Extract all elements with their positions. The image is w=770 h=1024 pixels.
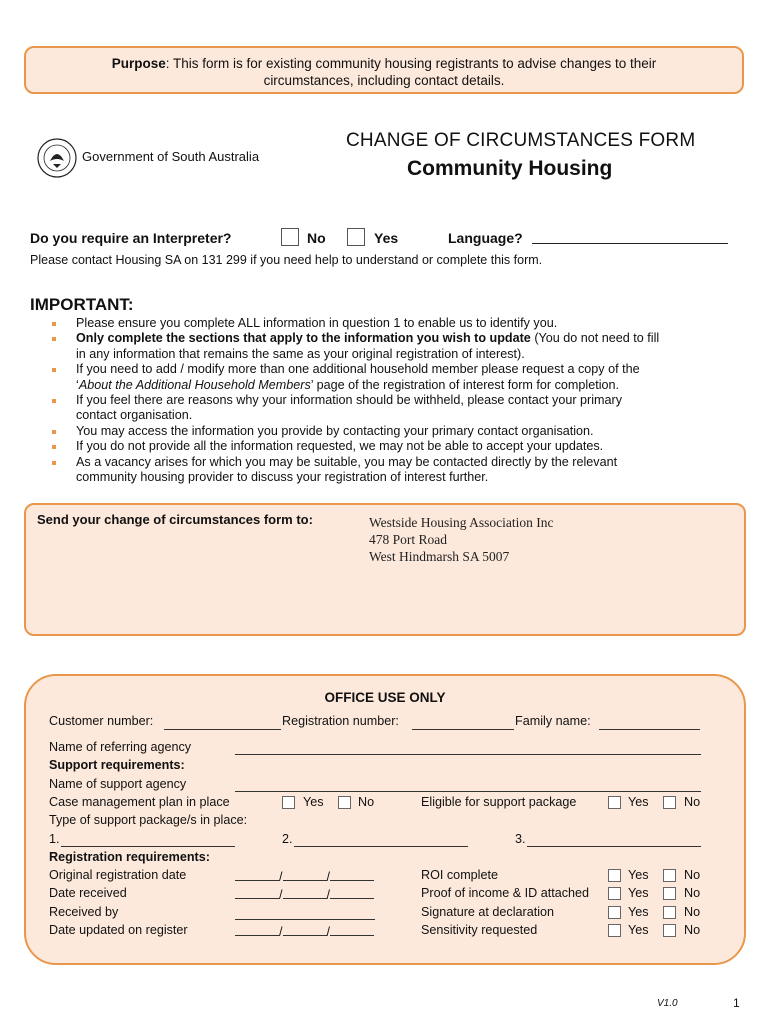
version-label: V1.0 (657, 998, 678, 1009)
package-2-field[interactable] (294, 834, 468, 847)
proof-yes-checkbox[interactable] (608, 887, 621, 900)
form-subtitle: Community Housing (407, 157, 613, 180)
customer-number-field[interactable] (164, 717, 281, 730)
received-by-field[interactable] (235, 907, 375, 920)
important-list (52, 316, 742, 485)
list-item: You may access the information you provide by contacting your primary contact organisation. (52, 424, 742, 439)
proof-no-checkbox[interactable] (663, 887, 676, 900)
sensitivity-yes-checkbox[interactable] (608, 924, 621, 937)
government-crest-icon (36, 137, 78, 179)
bullet-icon (52, 461, 56, 465)
sensitivity-yes-label: Yes (628, 923, 649, 937)
reg-row-check-label: Signature at declaration (421, 905, 555, 919)
interpreter-yes-label: Yes (374, 230, 399, 246)
roi-yes-label: Yes (628, 868, 649, 882)
office-use-title: OFFICE USE ONLY (324, 690, 446, 705)
list-item: If you do not provide all the information requested, we may not be able to accept your updates. (52, 439, 742, 454)
language-field[interactable] (532, 243, 728, 244)
referring-agency-field[interactable] (235, 742, 701, 755)
support-agency-field[interactable] (235, 779, 701, 792)
reg-row-check-label: Sensitivity requested (421, 923, 538, 937)
family-name-label: Family name: (515, 714, 591, 728)
bullet-icon (52, 430, 56, 434)
case-plan-yes-label: Yes (303, 795, 324, 809)
bullet-icon (52, 368, 56, 372)
reg-row-label: Original registration date (49, 868, 187, 882)
list-item: If you need to add / modify more than one additional household member please request a copy of the ‘About the Additional Household Members’ page of the registration of interest form for completion. (52, 362, 742, 393)
interpreter-question: Do you require an Interpreter? (30, 230, 232, 246)
language-label: Language? (448, 230, 523, 246)
eligible-yes-label: Yes (628, 795, 649, 809)
package-1-field[interactable] (61, 834, 235, 847)
proof-no-label: No (684, 886, 701, 900)
sensitivity-no-label: No (684, 923, 701, 937)
case-plan-no-label: No (358, 795, 375, 809)
roi-yes-checkbox[interactable] (608, 869, 621, 882)
support-agency-label: Name of support agency (49, 777, 187, 791)
interpreter-no-checkbox[interactable] (281, 228, 299, 246)
case-plan-label: Case management plan in place (49, 795, 230, 809)
purpose-text-1: : This form is for existing community housing registrants to advise changes to their (165, 56, 657, 71)
purpose-text-2: circumstances, including contact details. (263, 73, 505, 88)
roi-no-checkbox[interactable] (663, 869, 676, 882)
bullet-icon (52, 337, 56, 341)
reg-row-label: Date received (49, 886, 127, 900)
original-date-field[interactable]: / / (235, 868, 375, 884)
case-plan-yes-checkbox[interactable] (282, 796, 295, 809)
sensitivity-no-checkbox[interactable] (663, 924, 676, 937)
eligible-label: Eligible for support package (421, 795, 577, 809)
date-updated-field[interactable]: / / (235, 923, 375, 939)
form-title: CHANGE OF CIRCUMSTANCES FORM (346, 130, 696, 151)
signature-yes-label: Yes (628, 905, 649, 919)
agency-name: Government of South Australia (82, 149, 260, 164)
page-number: 1 (733, 996, 740, 1010)
case-plan-no-checkbox[interactable] (338, 796, 351, 809)
important-heading: IMPORTANT: (30, 295, 134, 314)
proof-yes-label: Yes (628, 886, 649, 900)
eligible-no-checkbox[interactable] (663, 796, 676, 809)
purpose-box (24, 46, 744, 94)
customer-number-label: Customer number: (49, 714, 154, 728)
registration-number-field[interactable] (412, 717, 514, 730)
support-requirements-heading: Support requirements: (49, 758, 185, 772)
signature-no-checkbox[interactable] (663, 906, 676, 919)
list-item: If you feel there are reasons why your information should be withheld, please contact your primary contact organisation. (52, 393, 742, 424)
package-type-label: Type of support package/s in place: (49, 813, 248, 827)
bullet-icon (52, 322, 56, 326)
eligible-yes-checkbox[interactable] (608, 796, 621, 809)
roi-no-label: No (684, 868, 701, 882)
package-3-label: 3. (515, 832, 526, 846)
package-1-label: 1. (49, 832, 60, 846)
help-text: Please contact Housing SA on 131 299 if you need help to understand or complete this form. (30, 253, 543, 267)
send-to-label: Send your change of circumstances form to: (37, 512, 313, 527)
purpose-label: Purpose (111, 56, 166, 71)
package-2-label: 2. (282, 832, 293, 846)
interpreter-no-label: No (307, 230, 326, 246)
interpreter-yes-checkbox[interactable] (347, 228, 365, 246)
package-3-field[interactable] (527, 834, 701, 847)
reg-row-label: Received by (49, 905, 119, 919)
eligible-no-label: No (684, 795, 701, 809)
send-address (369, 514, 554, 565)
reg-row-label: Date updated on register (49, 923, 188, 937)
address-line: West Hindmarsh SA 5007 (369, 549, 510, 564)
address-line: 478 Port Road (369, 532, 448, 547)
list-item: Only complete the sections that apply to the information you wish to update (You do not need to fill in any information that remains the same as your original registration of interest). (52, 331, 742, 362)
date-received-field[interactable]: / / (235, 886, 375, 902)
signature-no-label: No (684, 905, 701, 919)
reg-row-check-label: ROI complete (421, 868, 498, 882)
list-item: As a vacancy arises for which you may be suitable, you may be contacted directly by the relevant community housing provider to discuss your registration of interest further. (52, 455, 742, 486)
bullet-icon (52, 399, 56, 403)
registration-requirements-heading: Registration requirements: (49, 850, 210, 864)
registration-number-label: Registration number: (282, 714, 399, 728)
bullet-icon (52, 445, 56, 449)
family-name-field[interactable] (599, 717, 700, 730)
list-item: Please ensure you complete ALL information in question 1 to enable us to identify you. (52, 316, 742, 331)
reg-row-check-label: Proof of income & ID attached (421, 886, 590, 900)
address-line: Westside Housing Association Inc (369, 515, 554, 530)
referring-agency-label: Name of referring agency (49, 740, 192, 754)
signature-yes-checkbox[interactable] (608, 906, 621, 919)
